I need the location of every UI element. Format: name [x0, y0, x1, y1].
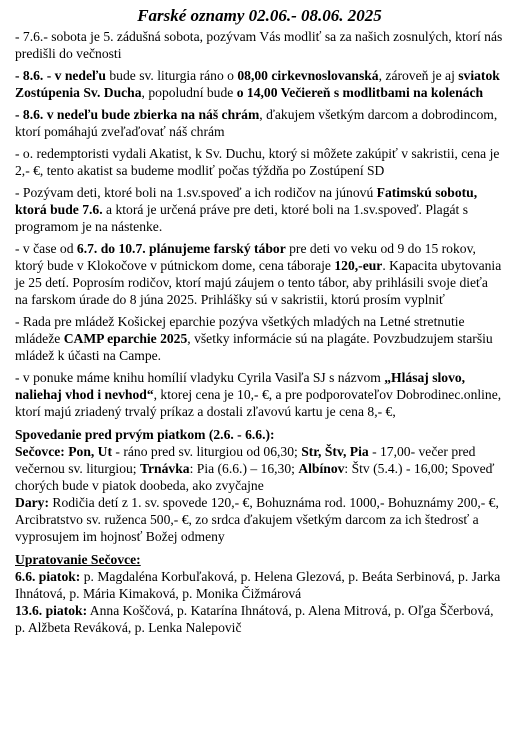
bold-text: Str, Štv, Pia	[301, 444, 369, 459]
cleaning-row	[15, 568, 504, 602]
text: - ráno pred sv. liturgiou od 06,30;	[112, 444, 302, 459]
announcement-item	[15, 313, 504, 364]
bold-text: - 8.6. - v nedeľu	[15, 68, 106, 83]
bold-text: Dary:	[15, 495, 49, 510]
bold-text: sviatok Zostúpenia Sv. Ducha	[15, 68, 500, 100]
confession-section	[15, 426, 504, 545]
text: - 17,00- večer pred večernou sv. liturgiou;	[15, 444, 476, 476]
bold-text: Trnávka	[139, 461, 190, 476]
text: , zároveň je aj	[378, 68, 459, 83]
bold-text: Fatimskú sobotu, ktorá bude 7.6.	[15, 185, 478, 217]
bold-text: 6.7. do 10.7. plánujeme farský tábor	[76, 241, 286, 256]
text: - Pozývam deti, ktoré boli na 1.sv.spoveď a ich rodičov na júnovú	[15, 185, 377, 200]
announcement-item	[15, 67, 504, 101]
bold-text: 6.6. piatok:	[15, 569, 81, 584]
announcement-item	[15, 28, 504, 62]
bold-text: 13.6. piatok:	[15, 603, 88, 618]
text: - v čase od	[15, 241, 77, 256]
page-title: Farské oznamy 02.06.- 08.06. 2025	[137, 6, 382, 25]
cleaning-row	[15, 602, 504, 636]
bold-text: - 8.6. v nedeľu bude zbierka na náš chrám	[15, 107, 260, 122]
announcement-item	[15, 145, 504, 179]
bold-text: Albínov	[298, 461, 345, 476]
bold-text: „Hlásaj slovo, naliehaj vhod i nevhod“	[15, 370, 466, 402]
announcement-item	[15, 106, 504, 140]
cleaning-section	[15, 551, 504, 636]
bold-text: 08,00 cirkevnoslovanská	[237, 68, 379, 83]
text: , všetky informácie sú na plagáte. Povzbudzujem staršiu mládež k účasti na Campe.	[15, 331, 493, 363]
announcement-item	[15, 184, 504, 235]
text: . Kapacita ubytovania je 25 detí. Poprosím rodičov, ktorí majú záujem o tento tábor, aby prihlásili svoje dieťa na farskom úrade do 8 júna 2025. Prihlášky sú v sakristii, ktorú prosím vyplniť	[15, 258, 502, 307]
text: a ktorá je určená práve pre deti, ktoré boli na 1.sv.spoveď. Plagát s programom je na nástenke.	[15, 202, 469, 234]
bold-text: 120,-eur	[334, 258, 383, 273]
text: - o. redemptoristi vydali Akatist, k Sv. Duchu, ktorý si môžete zakúpiť v sakristii, cena je 2,- €, tento akatist sa budeme modliť počas týždňa po Zostúpení SD	[15, 146, 500, 178]
text: Rodičia detí z 1. sv. spovede 120,- €, Bohuznáma rod. 1000,- Bohuznámy 200,- €, Arcibratstvo sv. ruženca 500,- €, zo srdca ďakujem všetkým darcom za ich štedrosť a vyprosujem im hojnosť Božej odmeny	[15, 495, 499, 544]
bold-text: CAMP eparchie 2025	[63, 331, 188, 346]
bold-text: o 14,00 Večiereň s modlitbami na kolenách	[236, 85, 484, 100]
text: Anna Koščová, p. Katarína Ihnátová, p. Alena Mitrová, p. Oľga Ščerbová, p. Alžbeta Reváková, p. Lenka Nalepovič	[15, 603, 494, 635]
announcement-item	[15, 240, 504, 308]
confession-schedule	[15, 443, 504, 494]
cleaning-schedule	[15, 568, 504, 636]
text: : Štv (5.4.) - 16,00; Spoveď chorých bude v piatok doobeda, ako zvyčajne	[15, 461, 495, 493]
text: bude sv. liturgia ráno o	[105, 68, 238, 83]
text: p. Magdaléna Korbuľaková, p. Helena Glezová, p. Beáta Serbinová, p. Jarka Ihnátová, p. Mária Kimaková, p. Monika Čižmárová	[15, 569, 501, 601]
text: : Pia (6.6.) – 16,30;	[189, 461, 299, 476]
text: - Rada pre mládež Košickej eparchie pozýva všetkých mladých na Letné stretnutie mládeže	[15, 314, 465, 346]
cleaning-heading: Upratovanie Sečovce:	[15, 552, 141, 567]
text: , popoludní bude	[141, 85, 237, 100]
confession-heading: Spovedanie pred prvým piatkom (2.6. - 6.6.):	[15, 427, 275, 442]
announcement-item	[15, 369, 504, 420]
announcement-list	[15, 28, 504, 420]
text: - v ponuke máme knihu homílií vladyku Cyrila Vasiľa SJ s názvom	[15, 370, 385, 385]
bold-text: Sečovce: Pon, Ut	[15, 444, 113, 459]
text: - 7.6.- sobota je 5. zádušná sobota, pozývam Vás modliť sa za našich zosnulých, ktorí nás predišli do večnosti	[15, 29, 503, 61]
text: , ďakujem všetkým darcom a dobrodincom, ktorí pomáhajú zveľaďovať náš chrám	[15, 107, 498, 139]
text: , ktorej cena je 10,- €, a pre podporovateľov Dobrodinec.online, ktorí majú zriadený trvalý príkaz a dostali zľavovú kartu je cena 8,- €,	[15, 387, 502, 419]
text: pre deti vo veku od 9 do 15 rokov, ktorý bude v Klokočove v pútnickom dome, cena táboraje	[15, 241, 476, 273]
gifts-paragraph	[15, 494, 504, 545]
